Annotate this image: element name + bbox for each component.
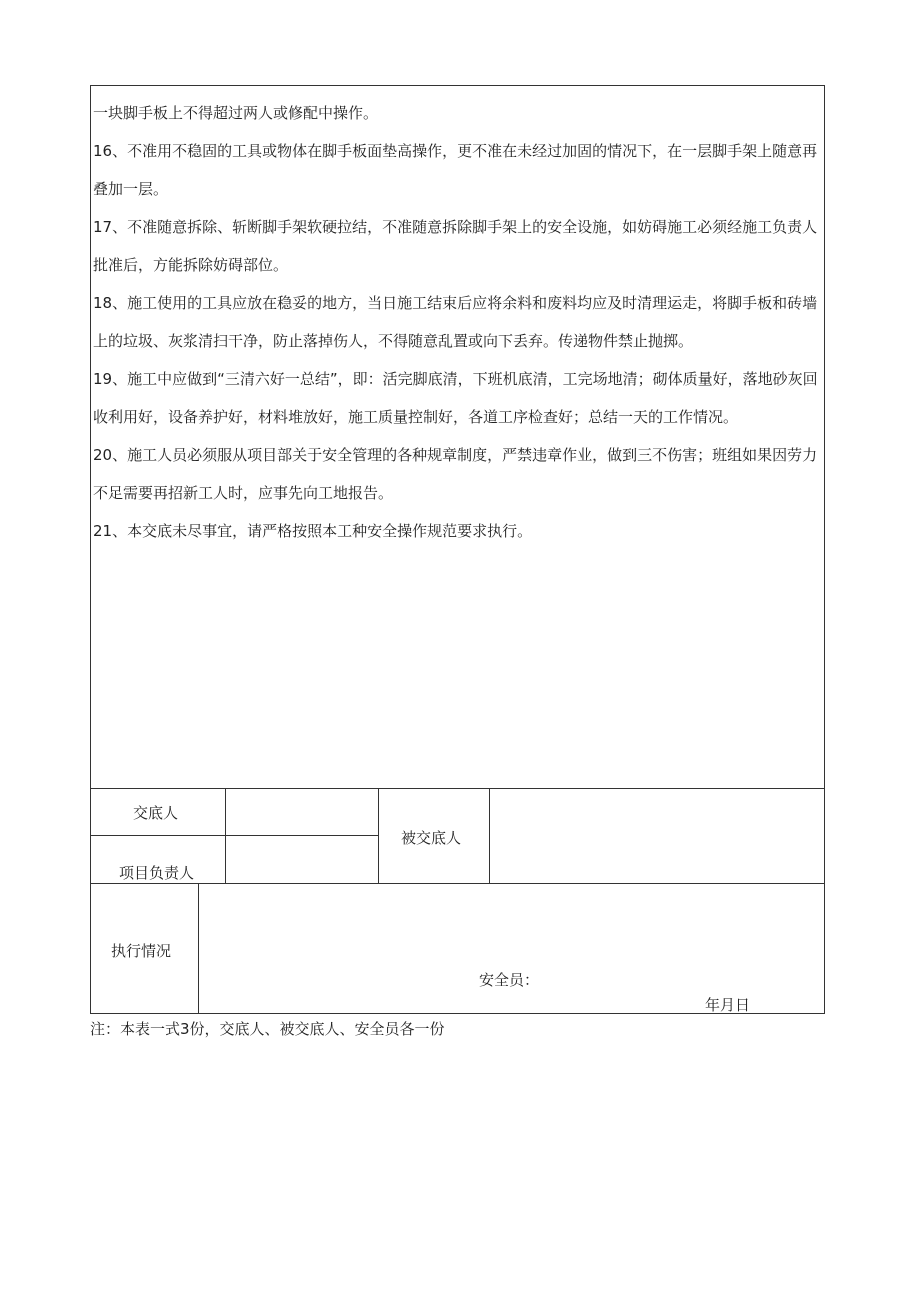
instruction-paragraph: 20、施工人员必须服从项目部关于安全管理的各种规章制度，严禁违章作业，做到三不伤害；班组如果因劳力不足需要再招新工人时，应事先向工地报告。 xyxy=(93,446,818,502)
handover-person-field[interactable] xyxy=(226,789,377,834)
project-lead-field[interactable] xyxy=(226,836,377,882)
table-divider xyxy=(91,883,824,884)
instruction-paragraph: 19、施工中应做到“三清六好一总结”，即：活完脚底清，下班机底清，工完场地清；砌体质量好，落地砂灰回收利用好，设备养护好，材料堆放好，施工质量控制好，各道工序检查好；总结一天的工作情况。 xyxy=(93,370,818,426)
project-lead-label: 项目负责人 xyxy=(119,864,195,882)
disclosure-form xyxy=(90,85,825,1014)
safety-officer-label: 安全员： xyxy=(479,971,540,989)
instruction-paragraph: 18、施工使用的工具应放在稳妥的地方，当日施工结束后应将余料和废料均应及时清理运走，将脚手板和砖墙上的垃圾、灰浆清扫干净，防止落掉伤人，不得随意乱置或向下丢弃。传递物件禁止抛掷。 xyxy=(93,294,818,350)
safety-instructions-body xyxy=(91,86,824,788)
execution-status-label: 执行情况 xyxy=(111,942,172,960)
table-divider xyxy=(378,788,379,883)
instruction-paragraph: 一块脚手板上不得超过两人或修配中操作。 xyxy=(93,104,379,122)
footer-note: 注：本表一式3份，交底人、被交底人、安全员各一份 xyxy=(90,1020,445,1038)
instruction-paragraph: 17、不准随意拆除、斩断脚手架软硬拉结，不准随意拆除脚手架上的安全设施，如妨碍施工必须经施工负责人批准后，方能拆除妨碍部位。 xyxy=(93,218,818,274)
instruction-paragraph: 16、不准用不稳固的工具或物体在脚手板面垫高操作，更不准在未经过加固的情况下，在一层脚手架上随意再叠加一层。 xyxy=(93,142,818,198)
receiver-label: 被交底人 xyxy=(401,829,462,847)
handover-person-label: 交底人 xyxy=(133,804,179,822)
table-divider xyxy=(198,883,199,1013)
receiver-field[interactable] xyxy=(490,789,823,882)
date-label: 年月日 xyxy=(705,996,751,1014)
instruction-paragraph: 21、本交底未尽事宜，请严格按照本工种安全操作规范要求执行。 xyxy=(93,522,533,540)
